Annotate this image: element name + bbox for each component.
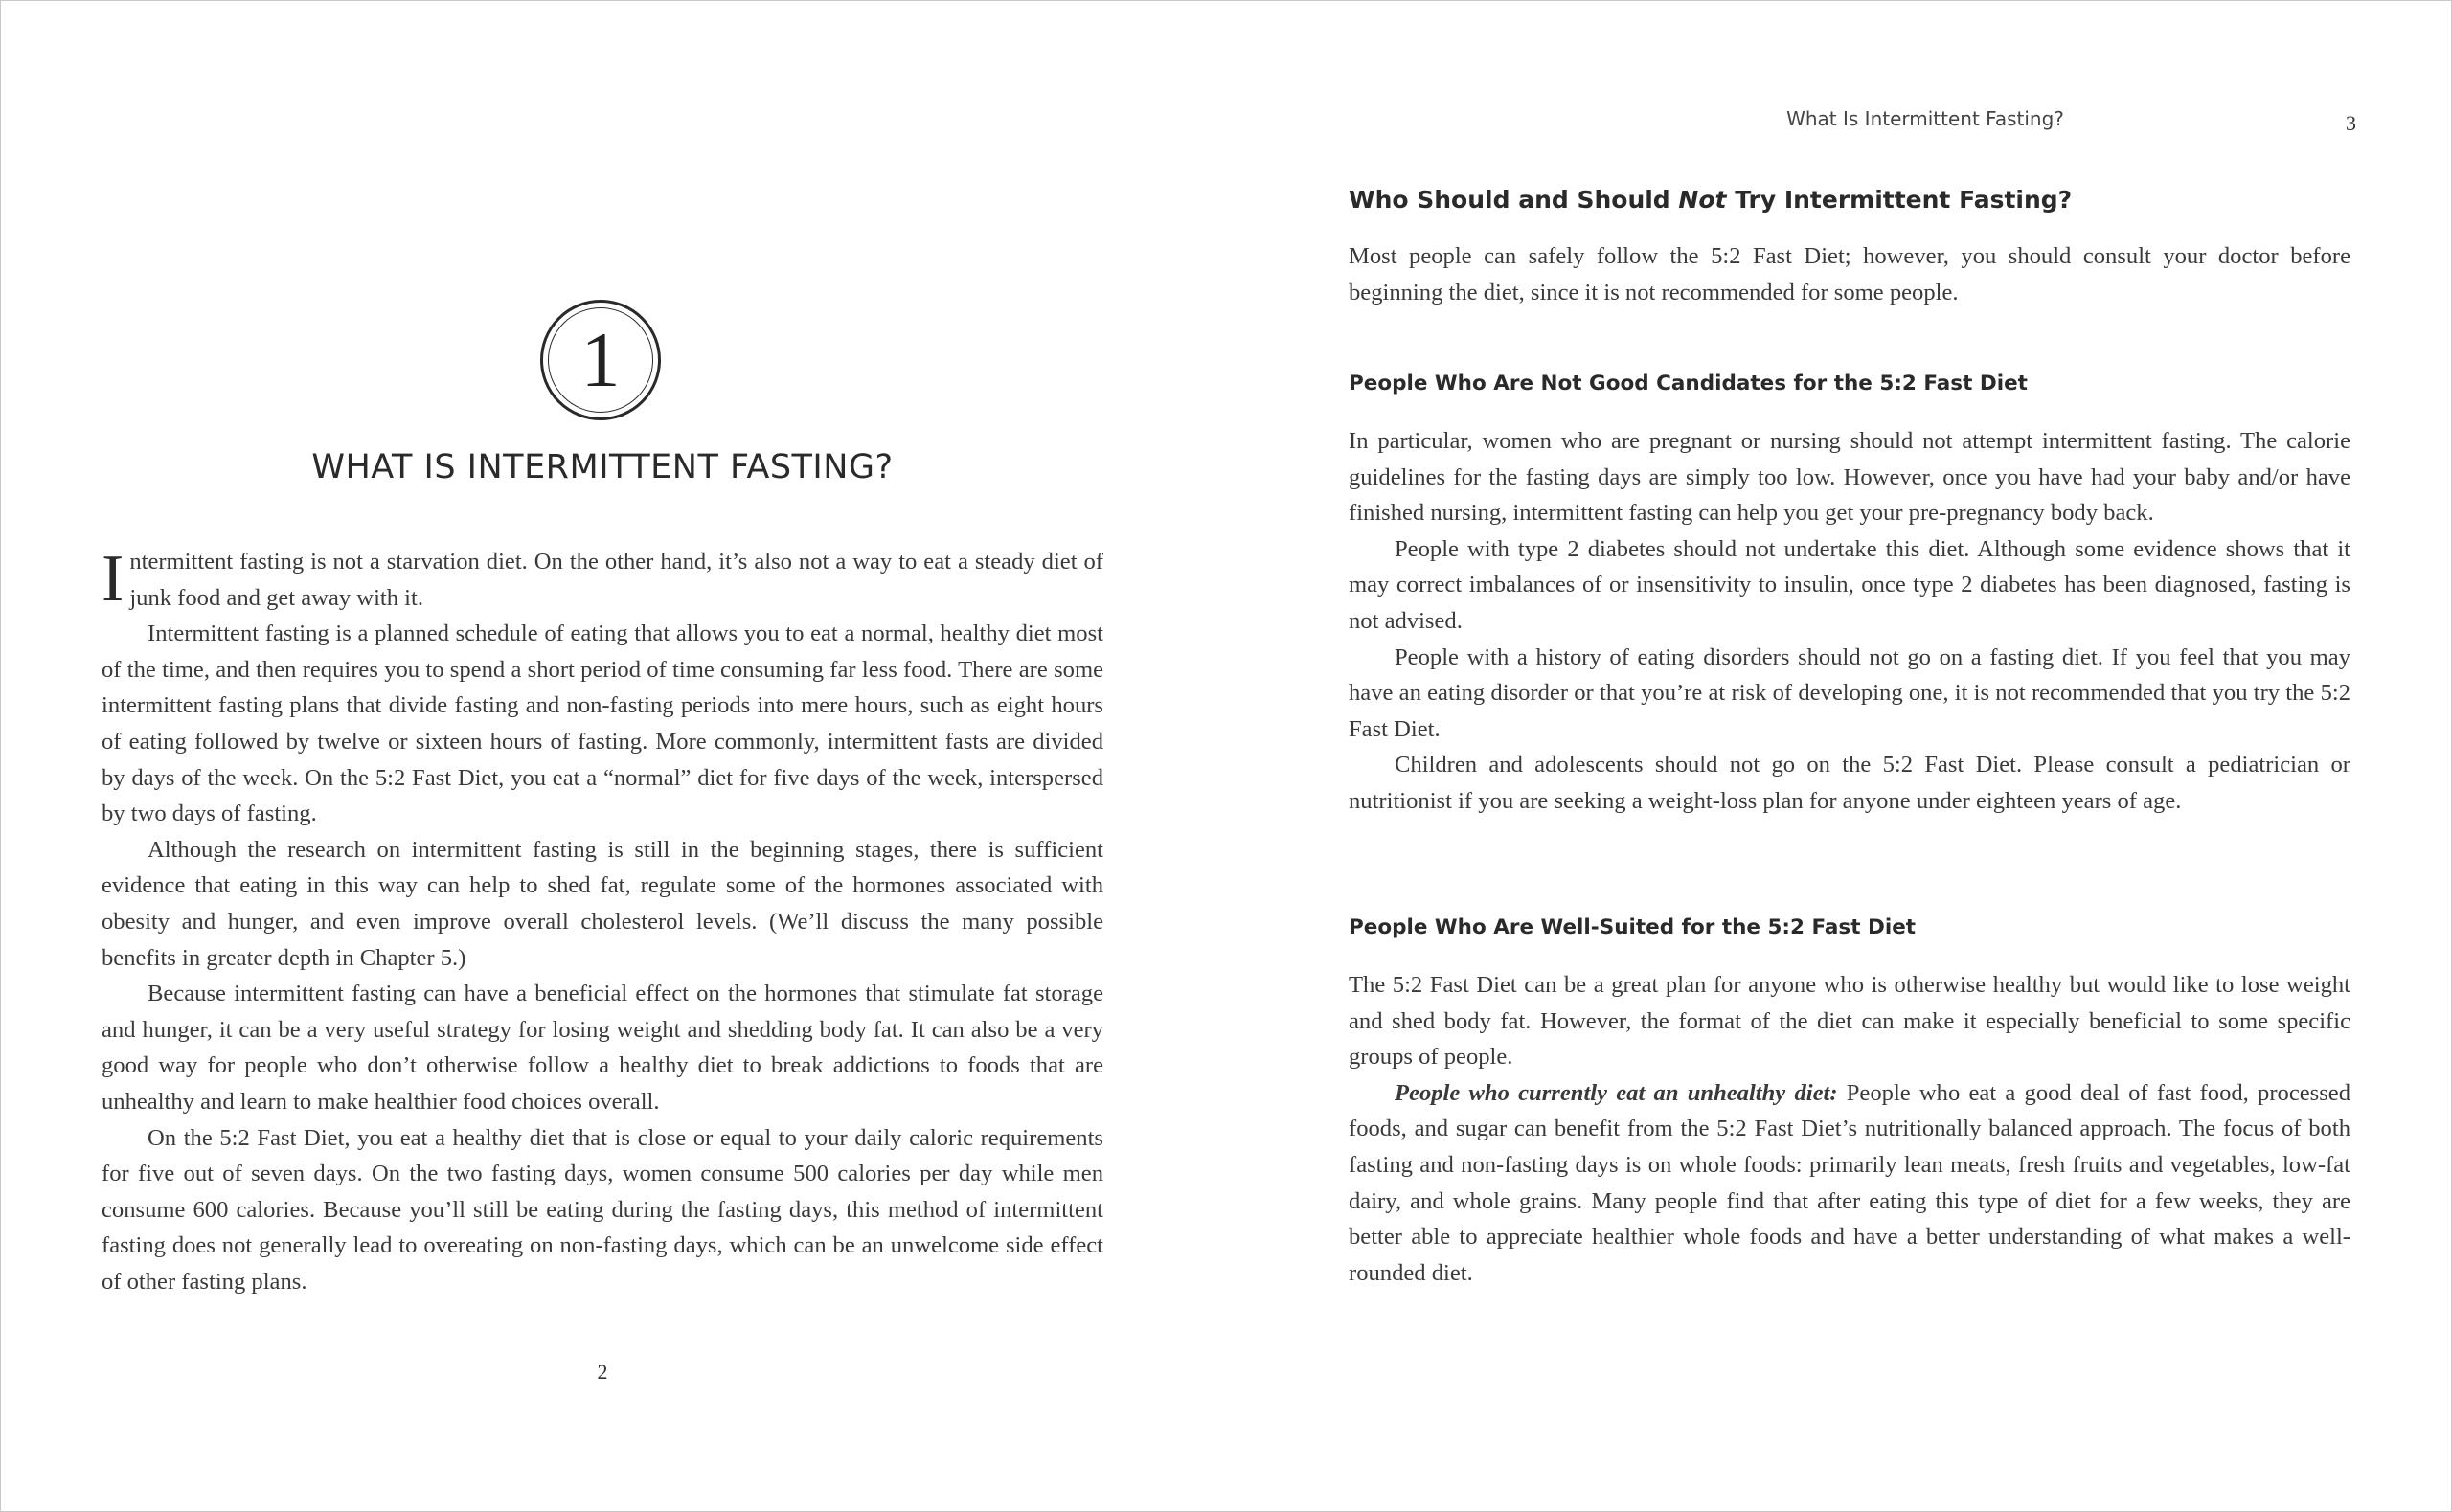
chapter-number: 1 xyxy=(580,316,621,403)
paragraph: The 5:2 Fast Diet can be a great plan for anyone who is otherwise healthy but would like to lose weight and shed body fat. However, the format of the diet can make it especially beneficial to some specific groups of people. xyxy=(1349,972,2350,1071)
paragraph: In particular, women who are pregnant or nursing should not attempt intermittent fasting. The calorie guidelines for the fasting days are simply too low. However, once you have had your baby and/or have finished nursing, intermittent fasting can help you get your pre-pregnancy body back. xyxy=(1349,428,2350,527)
paragraph: On the 5:2 Fast Diet, you eat a healthy diet that is close or equal to your daily caloric requirements for five out of seven days. On the two fasting days, women consume 500 calories per day while men consume 600 calories. Because you’ll still be eating during the fasting days, this method of intermittent fasting does not generally lead to overeating on non-fasting days, which can be an unwelcome side effect of other fasting plans. xyxy=(102,1124,1103,1295)
well-suited-body xyxy=(1349,967,2350,1291)
paragraph: Because intermittent fasting can have a beneficial effect on the hormones that stimulate fat storage and hunger, it can be a very useful strategy for losing weight and shedding body fat. It can also be a very good way for people who don’t otherwise follow a healthy diet to break addictions to foods that are unhealthy and learn to make healthier food choices overall. xyxy=(102,981,1103,1115)
heading-text: Who Should and Should xyxy=(1349,186,1679,214)
lead-in: People who currently eat an unhealthy diet: xyxy=(1395,1079,1838,1106)
paragraph: Intermittent fasting is a planned schedule of eating that allows you to eat a normal, healthy diet most of the time, and then requires you to spend a short period of time consuming far less food. There are some intermittent fasting plans that divide fasting and non-fasting periods into mere hours, such as eight hours of eating followed by twelve or sixteen hours of fasting. More commonly, intermittent fasts are divided by days of the week. On the 5:2 Fast Diet, you eat a “normal” diet for five days of the week, interspersed by two days of fasting. xyxy=(102,621,1103,827)
not-candidates-body xyxy=(1349,423,2350,820)
chapter-number-badge xyxy=(540,300,661,420)
heading-emphasis: Not xyxy=(1678,186,1727,214)
chapter-title: WHAT IS INTERMITTENT FASTING? xyxy=(311,448,894,486)
section-heading xyxy=(1349,186,2072,214)
paragraph xyxy=(102,544,1103,616)
right-page xyxy=(1349,0,2356,1512)
paragraph-text: ntermittent fasting is not a starvation diet. On the other hand, it’s also not a way to eat a steady diet of junk food and get away with it. xyxy=(129,549,1103,611)
paragraph: Children and adolescents should not go on the 5:2 Fast Diet. Please consult a pediatrician or nutritionist if you are seeking a weight-loss plan for anyone under eighteen years of age. xyxy=(1349,752,2350,814)
subsection-heading-not-candidates: People Who Are Not Good Candidates for the 5:2 Fast Diet xyxy=(1349,372,2028,395)
paragraph: People with type 2 diabetes should not undertake this diet. Although some evidence shows that it may correct imbalances of or insensitivity to insulin, once type 2 diabetes has been diagnosed, fasting is not advised. xyxy=(1349,535,2350,634)
paragraph-text: People who eat a good deal of fast food, processed foods, and sugar can benefit from the 5:2 Fast Diet’s nutritionally balanced approach. The focus of both fasting and non-fasting days is on whole foods: primarily lean meats, fresh fruits and vegetables, low-fat dairy, and whole grains. Many people find that after eating this type of diet for a few weeks, they are better able to appreciate healthier whole foods and have a better understanding of what makes a well-rounded diet. xyxy=(1349,1079,2351,1286)
paragraph: People with a history of eating disorders should not go on a fasting diet. If you feel that you may have an eating disorder or that you’re at risk of developing one, it is not recommended that you try the 5:2 Fast Diet. xyxy=(1349,643,2350,742)
paragraph xyxy=(1349,1075,2350,1292)
running-head: What Is Intermittent Fasting? xyxy=(1786,107,2064,130)
chapter-body xyxy=(102,544,1103,1299)
heading-text: Try Intermittent Fasting? xyxy=(1726,186,2073,214)
left-page xyxy=(102,0,1103,1512)
intro-paragraph: Most people can safely follow the 5:2 Fast Diet; however, you should consult your doctor before beginning the diet, since it is not recommended for some people. xyxy=(1349,243,2350,305)
intro-block xyxy=(1349,238,2350,310)
drop-cap: I xyxy=(102,542,125,616)
page-number-right: 3 xyxy=(2346,111,2356,135)
page-number-left: 2 xyxy=(597,1360,608,1384)
subsection-heading-well-suited: People Who Are Well-Suited for the 5:2 Fast Diet xyxy=(1349,915,1917,939)
paragraph: Although the research on intermittent fasting is still in the beginning stages, there is sufficient evidence that eating in this way can help to shed fat, regulate some of the hormones associated with obesity and hunger, and even improve overall cholesterol levels. (We’ll discuss the many possible benefits in greater depth in Chapter 5.) xyxy=(102,836,1103,971)
